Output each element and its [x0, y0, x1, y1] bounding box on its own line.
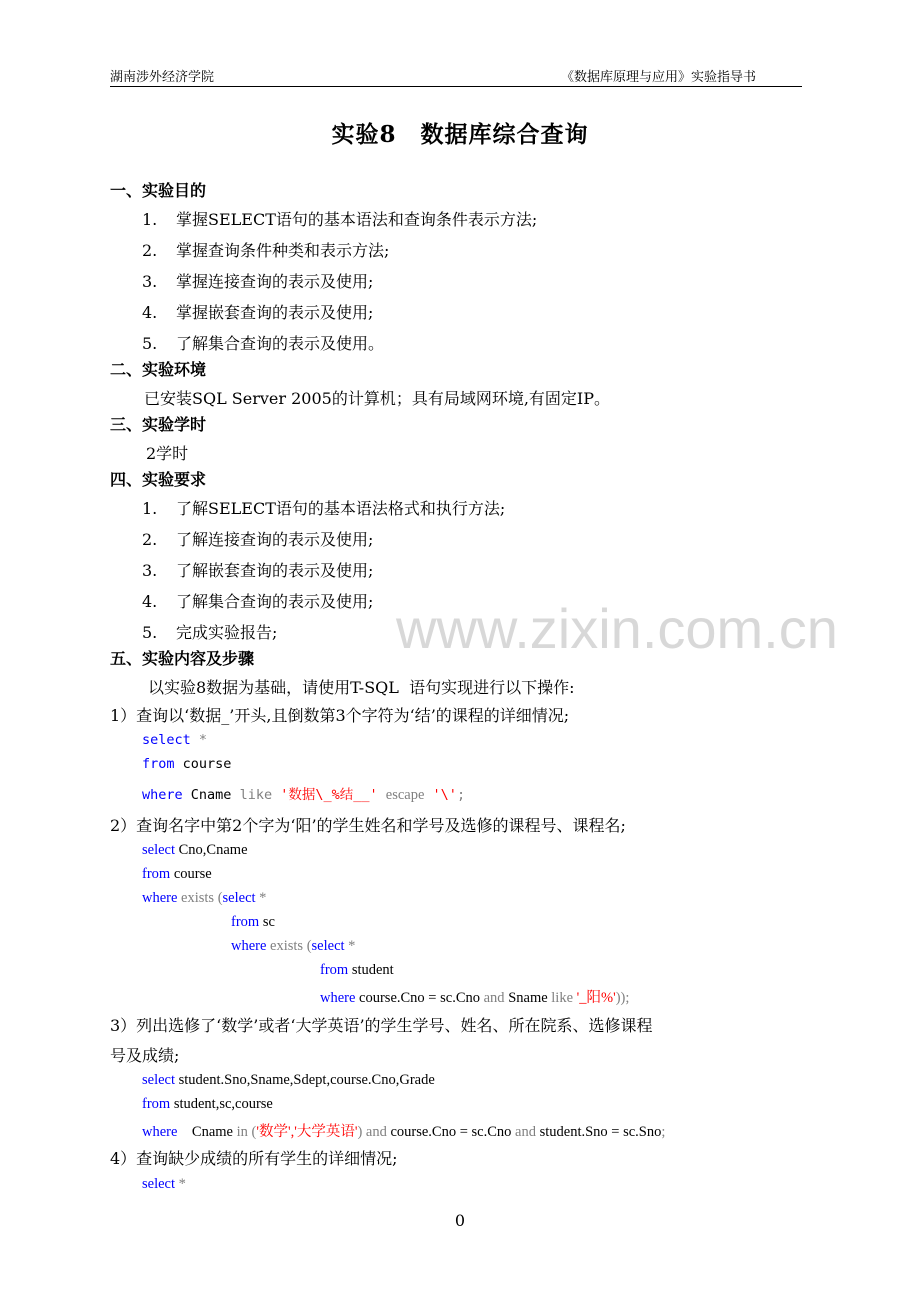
purpose-item: 1. 掌握SELECT语句的基本语法和查询条件表示方法;	[142, 210, 538, 229]
purpose-item: 3. 掌握连接查询的表示及使用;	[142, 272, 374, 291]
requirement-item: 5. 完成实验报告;	[142, 623, 278, 642]
section-heading-purpose: 一、实验目的	[110, 181, 207, 200]
page-header	[110, 66, 802, 87]
q3-code-line: from student,sc,course	[142, 1096, 273, 1112]
section-heading-steps: 五、实验内容及步骤	[110, 649, 255, 668]
watermark: www.zixin.com.cn	[396, 597, 838, 660]
q2-code-line: where exists (select *	[231, 938, 356, 954]
q3-code-line: where Cname in ('数学','大学英语') and course.Cno = sc.Cno and student.Sno = sc.Sno;	[142, 1124, 666, 1140]
q1-code-line: from course	[142, 756, 232, 772]
purpose-item: 2. 掌握查询条件种类和表示方法;	[142, 241, 390, 260]
q1-code-line: select *	[142, 732, 208, 748]
q4-code-line: select *	[142, 1176, 186, 1192]
section-heading-environment: 二、实验环境	[110, 360, 207, 379]
requirement-item: 2. 了解连接查询的表示及使用;	[142, 530, 374, 549]
requirement-item: 3. 了解嵌套查询的表示及使用;	[142, 561, 374, 580]
question-2: 2）查询名字中第2个字为‘阳’的学生姓名和学号及选修的课程号、课程名;	[110, 816, 626, 835]
q1-code-line: where Cname like '数据\_%结__' escape '\';	[142, 787, 466, 803]
question-1: 1）查询以‘数据_’开头,且倒数第3个字符为‘结’的课程的详细情况;	[110, 706, 570, 725]
page-number: 0	[454, 1211, 466, 1230]
environment-text: 已安装SQL Server 2005的计算机；具有局域网环境,有固定IP。	[144, 389, 611, 408]
q3-code-line: select student.Sno,Sname,Sdept,course.Cno,Grade	[142, 1072, 435, 1088]
question-4: 4）查询缺少成绩的所有学生的详细情况;	[110, 1149, 398, 1168]
section-heading-requirements: 四、实验要求	[110, 470, 207, 489]
q2-code-line: where course.Cno = sc.Cno and Sname like '_阳%'));	[320, 990, 630, 1006]
q2-code-line: from student	[320, 962, 394, 978]
q2-code-line: from course	[142, 866, 212, 882]
question-3-cont: 号及成绩;	[110, 1046, 180, 1065]
q2-code-line: where exists (select *	[142, 890, 267, 906]
q2-code-line: from sc	[231, 914, 275, 930]
question-3: 3）列出选修了‘数学’或者‘大学英语’的学生学号、姓名、所在院系、选修课程	[110, 1016, 653, 1035]
section-heading-hours: 三、实验学时	[110, 415, 207, 434]
header-right: 《数据库原理与应用》实验指导书	[560, 70, 756, 85]
header-left: 湖南涉外经济学院	[110, 70, 215, 85]
q2-code-line: select Cno,Cname	[142, 842, 248, 858]
requirement-item: 1. 了解SELECT语句的基本语法格式和执行方法;	[142, 499, 506, 518]
document-title: 实验8 数据库综合查询	[331, 121, 589, 148]
steps-intro: 以实验8数据为基础，请使用T-SQL 语句实现进行以下操作:	[148, 678, 575, 697]
purpose-item: 5. 了解集合查询的表示及使用。	[142, 334, 385, 353]
purpose-item: 4. 掌握嵌套查询的表示及使用;	[142, 303, 374, 322]
hours-text: 2学时	[146, 444, 189, 463]
requirement-item: 4. 了解集合查询的表示及使用;	[142, 592, 374, 611]
